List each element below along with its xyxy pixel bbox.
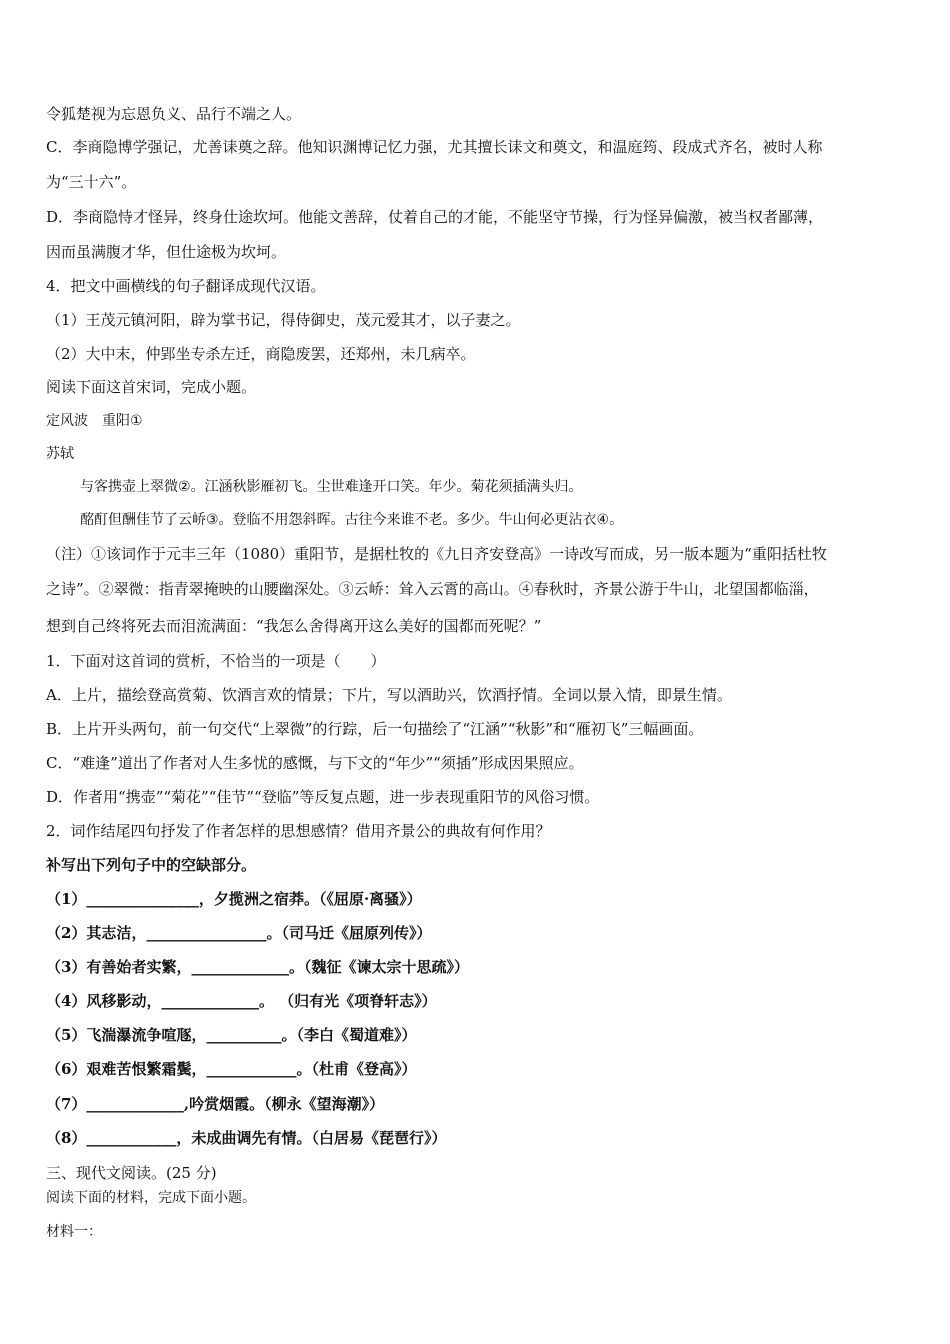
question-2: 2．词作结尾四句抒发了作者怎样的思想感情？借用齐景公的典故有何作用？: [46, 822, 551, 840]
poem-stanza-2: 酩酊但酬佳节了云峤③。登临不用怨斜晖。古往今来谁不老。多少。牛山何必更沾衣④。: [80, 512, 624, 528]
fill-blank-item-8: （8）____________，未成曲调先有情。（白居易《琵琶行》）: [46, 1129, 447, 1147]
option-a: A．上片，描绘登高赏菊、饮酒言欢的情景；下片，写以酒助兴，饮酒抒情。全词以景入情，即景生情。: [46, 686, 732, 704]
question-4: 4．把文中画横线的句子翻译成现代汉语。: [46, 277, 326, 295]
fill-blank-item-3: （3）有善始者实繁，_____________。（魏征《谏太宗十思疏》）: [46, 958, 469, 976]
option-d-line: D．李商隐恃才怪异，终身仕途坎坷。他能文善辞，仗着自己的才能，不能坚守节操，行为怪异偏激，被当权者鄙薄，: [46, 208, 824, 226]
note-line: 之诗”。②翠微：指青翠掩映的山腰幽深处。③云峤：耸入云霄的高山。④春秋时，齐景公游于牛山，北望国都临淄，: [46, 580, 819, 598]
fill-blank-item-2: （2）其志洁，________________。（司马迁《屈原列传》）: [46, 924, 432, 942]
fill-blank-item-4: （4）风移影动，_____________。 （归有光《项脊轩志》）: [46, 992, 437, 1010]
option-c-line: C．李商隐博学强记，尤善诔奠之辞。他知识渊博记忆力强，尤其擅长诔文和奠文，和温庭筠、段成式齐名，被时人称: [46, 138, 823, 156]
fill-blank-item-7: （7）_____________,吟赏烟霞。（柳永《望海潮》）: [46, 1095, 385, 1113]
reading-instruction: 阅读下面的材料，完成下面小题。: [46, 1190, 256, 1206]
note-line: 想到自己终将死去而泪流满面：“我怎么舍得离开这么美好的国都而死呢？”: [46, 617, 542, 635]
fill-blank-item-1: （1）_______________，夕揽洲之宿莽。（《屈原·离骚》）: [46, 890, 422, 908]
fill-blank-heading: 补写出下列句子中的空缺部分。: [46, 856, 257, 874]
reading-instruction: 阅读下面这首宋词，完成小题。: [46, 378, 257, 396]
question-1: 1．下面对这首词的赏析，不恰当的一项是（ ）: [46, 652, 386, 670]
text-line: 为“三十六”。: [46, 173, 137, 191]
poem-author: 苏轼: [46, 446, 74, 462]
section-3-heading: 三、现代文阅读。(25 分): [46, 1164, 217, 1182]
translation-item-1: （1）王茂元镇河阳，辟为掌书记，得侍御史，茂元爱其才，以子妻之。: [46, 311, 521, 329]
fill-blank-item-5: （5）飞湍瀑流争喧豗，__________。（李白《蜀道难》）: [46, 1026, 417, 1044]
option-c: C．“难逢”道出了作者对人生多忧的感慨，与下文的“年少”“须插”形成因果照应。: [46, 754, 584, 772]
option-d: D．作者用“携壶”“菊花”“佳节”“登临”等反复点题，进一步表现重阳节的风俗习惯。: [46, 788, 600, 806]
text-line: 因而虽满腹才华，但仕途极为坎坷。: [46, 243, 287, 261]
material-1-label: 材料一：: [46, 1224, 102, 1240]
option-b: B．上片开头两句，前一句交代“上翠微”的行踪，后一句描绘了“江涵”“秋影”和“雁初飞”三幅画面。: [46, 720, 704, 738]
note-line: （注）①该词作于元丰三年（1080）重阳节，是据杜牧的《九日齐安登高》一诗改写而成，另一版本题为“重阳括杜牧: [46, 545, 827, 563]
fill-blank-item-6: （6）艰难苦恨繁霜鬓，____________。（杜甫《登高》）: [46, 1060, 417, 1078]
translation-item-2: （2）大中末，仲郢坐专杀左迁，商隐废罢，还郑州，未几病卒。: [46, 345, 476, 363]
text-line: 令狐楚视为忘恩负义、品行不端之人。: [46, 105, 302, 123]
poem-title: 定风波 重阳①: [46, 413, 143, 429]
poem-stanza-1: 与客携壶上翠微②。江涵秋影雁初飞。尘世难逢开口笑。年少。菊花须插满头归。: [80, 479, 583, 495]
